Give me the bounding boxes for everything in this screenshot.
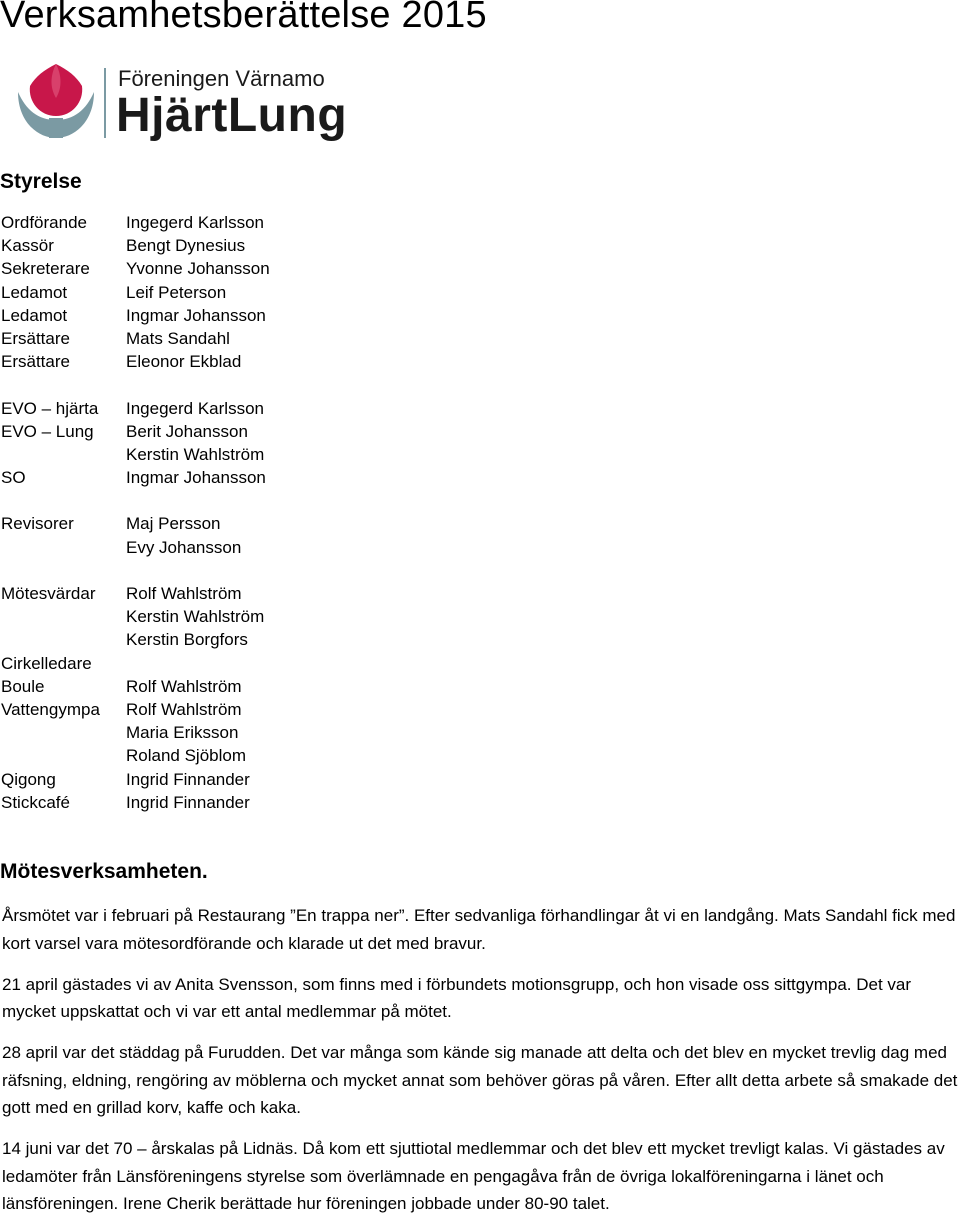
styrelse-role (1, 721, 121, 744)
styrelse-member-name: Eleonor Ekblad (126, 352, 242, 372)
styrelse-member-name: Rolf Wahlström (126, 676, 242, 696)
styrelse-role (1, 489, 121, 512)
tulip-logo-icon (16, 62, 96, 142)
styrelse-role (1, 605, 121, 628)
styrelse-role (1, 443, 121, 466)
styrelse-role: Revisorer (1, 514, 74, 534)
styrelse-role: Ledamot (1, 305, 68, 325)
styrelse-member-name: Leif Peterson (126, 282, 227, 302)
motesverksamheten-body (2, 902, 960, 1231)
styrelse-member-name: Maria Eriksson (126, 723, 239, 743)
styrelse-role: Ordförande (1, 213, 87, 232)
styrelse-role (1, 628, 121, 651)
styrelse-heading: Styrelse (0, 170, 82, 193)
styrelse-member-name: Ingrid Finnander (126, 792, 250, 812)
styrelse-member-name: Rolf Wahlström (126, 584, 242, 603)
styrelse-role: Mötesvärdar (1, 584, 96, 603)
paragraph: 21 april gästades vi av Anita Svensson, som finns med i förbundets motionsgrupp, och hon visade oss sittgympa. Det var mycket uppskattat och vi var ett antal medlemmar på mötet. (2, 974, 912, 1021)
styrelse-role: Sekreterare (1, 259, 90, 279)
styrelse-member-name: Yvonne Johansson (126, 259, 270, 279)
styrelse-role: Boule (1, 676, 45, 696)
styrelse-role (1, 559, 121, 582)
logo-brand-name: HjärtLung (116, 89, 348, 142)
styrelse-member-name (126, 652, 426, 675)
styrelse-member-name: Ingegerd Karlsson (126, 398, 264, 418)
styrelse-role: EVO – Lung (1, 421, 94, 441)
styrelse-role: Stickcafé (1, 792, 70, 812)
paragraph: 28 april var det städdag på Furudden. Det var många som kände sig manade att delta och det blev en mycket trevlig dag med räfsning, eldning, rengöring av möblerna och mycket annat som behöver göras på våren. Efter allt detta arbete så smakade det gott med en grillad korv, kaffe och kaka. (2, 1043, 958, 1117)
styrelse-role: Ersättare (1, 352, 70, 372)
styrelse-role: Qigong (1, 769, 56, 789)
styrelse-member-name: Ingmar Johansson (126, 305, 266, 325)
motesverksamheten-heading: Mötesverksamheten. (0, 860, 208, 883)
styrelse-member-name: Maj Persson (126, 514, 221, 534)
styrelse-role: Vattengympa (1, 699, 100, 719)
paragraph: 14 juni var det 70 – årskalas på Lidnäs. Då kom ett sjuttiotal medlemmar och det blev ett mycket trevligt kalas. Vi gästades av ledamöter från Länsföreningens styrelse som överlämnade en pengagåva från de övriga lokalföreningarna i länet och länsföreningen. Irene Cherik berättade hur föreningen jobbade under 80-90 talet. (2, 1139, 945, 1213)
styrelse-roles-column (1, 211, 121, 814)
styrelse-names-column (126, 211, 426, 814)
styrelse-member-name: Ingegerd Karlsson (126, 213, 264, 232)
styrelse-member-name (126, 373, 426, 396)
styrelse-role: Kassör (1, 236, 54, 256)
styrelse-role: Ersättare (1, 328, 70, 348)
styrelse-member-name: Rolf Wahlström (126, 699, 242, 719)
styrelse-member-name: Kerstin Borgfors (126, 630, 248, 650)
logo-divider (104, 68, 106, 138)
styrelse-member-name (126, 489, 426, 512)
styrelse-role: SO (1, 468, 26, 488)
styrelse-member-name: Ingmar Johansson (126, 468, 266, 488)
styrelse-member-name: Kerstin Wahlström (126, 444, 265, 464)
logo-org-name: Föreningen Värnamo (118, 66, 325, 91)
styrelse-member-name: Bengt Dynesius (126, 236, 246, 256)
styrelse-member-name: Berit Johansson (126, 421, 248, 441)
hjartlung-logo (16, 62, 356, 152)
styrelse-member-name: Evy Johansson (126, 537, 242, 557)
styrelse-role (1, 744, 121, 767)
styrelse-member-name: Roland Sjöblom (126, 746, 247, 766)
styrelse-member-name: Mats Sandahl (126, 328, 230, 348)
styrelse-role: EVO – hjärta (1, 398, 99, 418)
styrelse-role (1, 536, 121, 559)
styrelse-role (1, 373, 121, 396)
styrelse-member-name (126, 559, 426, 582)
styrelse-member-name: Kerstin Wahlström (126, 607, 265, 627)
paragraph: Årsmötet var i februari på Restaurang ”En trappa ner”. Efter sedvanliga förhandlingar åt vi en landgång. Mats Sandahl fick med kort varsel vara mötesordförande och klarade ut det med bravur. (2, 906, 956, 953)
document-title: Verksamhetsberättelse 2015 (0, 0, 487, 36)
styrelse-role: Cirkelledare (1, 653, 92, 673)
styrelse-member-name: Ingrid Finnander (126, 769, 250, 789)
styrelse-role: Ledamot (1, 282, 68, 302)
